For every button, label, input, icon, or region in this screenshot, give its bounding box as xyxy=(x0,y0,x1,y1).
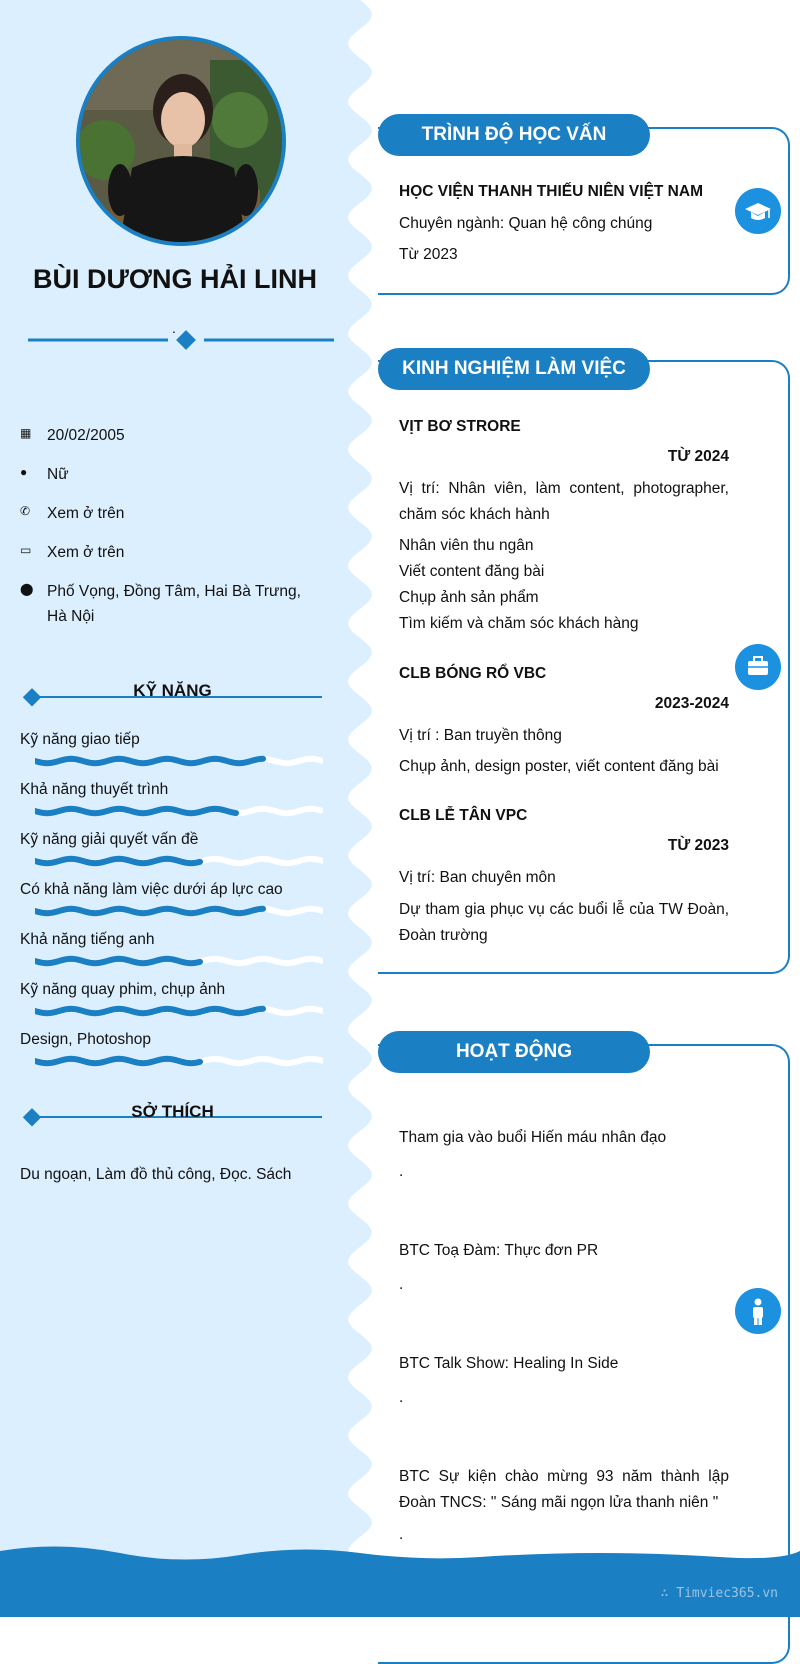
phone-icon: ✆ xyxy=(20,504,31,518)
skill-bar xyxy=(35,854,323,868)
job-role: Vị trí : Ban truyền thông xyxy=(399,727,562,744)
skill-label: Kỹ năng giao tiếp xyxy=(20,731,140,748)
job-detail: Viết content đăng bài xyxy=(399,563,545,580)
job-period: TỪ 2024 xyxy=(667,448,729,465)
skill-bar-fill xyxy=(35,759,263,763)
candidate-name: BÙI DƯƠNG HẢI LINH xyxy=(33,264,317,294)
skill-bar xyxy=(35,904,323,918)
job-org: CLB BÓNG RỔ VBC xyxy=(399,665,547,682)
calendar-icon: ▦ xyxy=(20,426,32,440)
activity-item: BTC Toạ Đàm: Thực đơn PR xyxy=(399,1242,599,1259)
skill-label: Có khả năng làm việc dưới áp lực cao xyxy=(20,881,283,898)
activity-item: BTC Sự kiện chào mừng 93 năm thành lập Đoàn TNCS: " Sáng mãi ngọn lửa thanh niên " xyxy=(399,1468,729,1511)
skill-label: Khả năng tiếng anh xyxy=(20,931,155,948)
contact-birthdate: ▦ 20/02/2005 xyxy=(20,423,320,448)
person-icon: ● xyxy=(20,465,28,479)
skill-bar-fill xyxy=(35,959,200,963)
job-role: Vị trí: Nhân viên, làm content, photographer, chăm sóc khách hành xyxy=(399,480,729,523)
skill-label: Kỹ năng quay phim, chụp ảnh xyxy=(20,981,226,998)
skill-bar-fill xyxy=(35,809,236,813)
job-role: Vị trí: Ban chuyên môn xyxy=(399,869,556,886)
activity-note: . xyxy=(399,1526,404,1543)
job-org: CLB LỄ TÂN VPC xyxy=(399,807,528,824)
skill-bar-track xyxy=(202,959,322,963)
job-detail: Tìm kiếm và chăm sóc khách hàng xyxy=(399,615,639,632)
education-title: TRÌNH ĐỘ HỌC VẤN xyxy=(378,114,650,156)
job-period: 2023-2024 xyxy=(654,695,729,712)
activity-item: BTC Talk Show: Healing In Side xyxy=(399,1355,619,1372)
contact-email: ▭ Xem ở trên xyxy=(20,540,320,565)
name-divider xyxy=(28,330,334,350)
job-detail: Chụp ảnh, design poster, viết content đăng bài xyxy=(399,758,719,775)
contact-address: ⬤ Phố Vọng, Đồng Tâm, Hai Bà Trưng, Hà Nội xyxy=(20,579,320,629)
skill-bar-fill xyxy=(35,909,263,913)
experience-title: KINH NGHIỆM LÀM VIỆC xyxy=(378,348,650,390)
job-detail: Nhân viên thu ngân xyxy=(399,537,534,554)
skills-title: KỸ NĂNG xyxy=(133,681,212,700)
activity-note: . xyxy=(399,1163,404,1180)
job-detail: Dự tham gia phục vụ các buổi lễ của TW Đoàn, Đoàn trường xyxy=(399,901,729,944)
email-icon: ▭ xyxy=(20,543,32,557)
skill-bar xyxy=(35,1004,323,1018)
graduation-cap-icon xyxy=(735,188,781,234)
skill-bar-track xyxy=(202,1059,322,1063)
activity-note: . xyxy=(399,1389,404,1406)
job-detail: Chụp ảnh sản phẩm xyxy=(399,589,539,606)
interests-title: SỞ THÍCH xyxy=(131,1102,214,1121)
skill-bar xyxy=(35,754,323,768)
person-icon xyxy=(735,1288,781,1334)
skill-bar-track xyxy=(265,759,322,763)
briefcase-icon xyxy=(735,644,781,690)
job-period: TỪ 2023 xyxy=(667,837,729,854)
education-major: Chuyên ngành: Quan hệ công chúng xyxy=(399,215,653,232)
skill-bar xyxy=(35,804,323,818)
activity-item: Tham gia vào buổi Hiến máu nhân đạo xyxy=(399,1129,667,1146)
skill-bar-fill xyxy=(35,1009,263,1013)
skill-bar-track xyxy=(265,909,322,913)
skill-bar-track xyxy=(237,809,321,813)
education-period: Từ 2023 xyxy=(399,246,458,263)
name-subtitle: . xyxy=(172,320,176,336)
interests-text: Du ngoạn, Làm đồ thủ công, Đọc. Sách xyxy=(20,1166,292,1183)
avatar xyxy=(76,36,286,246)
watermark: ∴ Timviec365.vn xyxy=(660,1586,778,1601)
education-school: HỌC VIỆN THANH THIẾU NIÊN VIỆT NAM xyxy=(399,183,703,200)
contact-gender: ● Nữ xyxy=(20,462,320,487)
skill-bar-track xyxy=(202,859,322,863)
contact-phone: ✆ Xem ở trên xyxy=(20,501,320,526)
footer-wave xyxy=(0,1545,800,1617)
location-icon: ⬤ xyxy=(20,582,34,596)
job-org: VỊT BƠ STRORE xyxy=(399,418,521,435)
skill-bar-track xyxy=(265,1009,322,1013)
skill-label: Design, Photoshop xyxy=(20,1031,151,1048)
activity-note: . xyxy=(399,1276,404,1293)
skill-label: Khả năng thuyết trình xyxy=(20,781,169,798)
skill-label: Kỹ năng giải quyết vấn đề xyxy=(20,831,199,848)
skill-bar-fill xyxy=(35,1059,200,1063)
skill-bar xyxy=(35,954,323,968)
skill-bar-fill xyxy=(35,859,200,863)
skill-bar xyxy=(35,1054,323,1068)
activities-title: HOẠT ĐỘNG xyxy=(378,1031,650,1073)
